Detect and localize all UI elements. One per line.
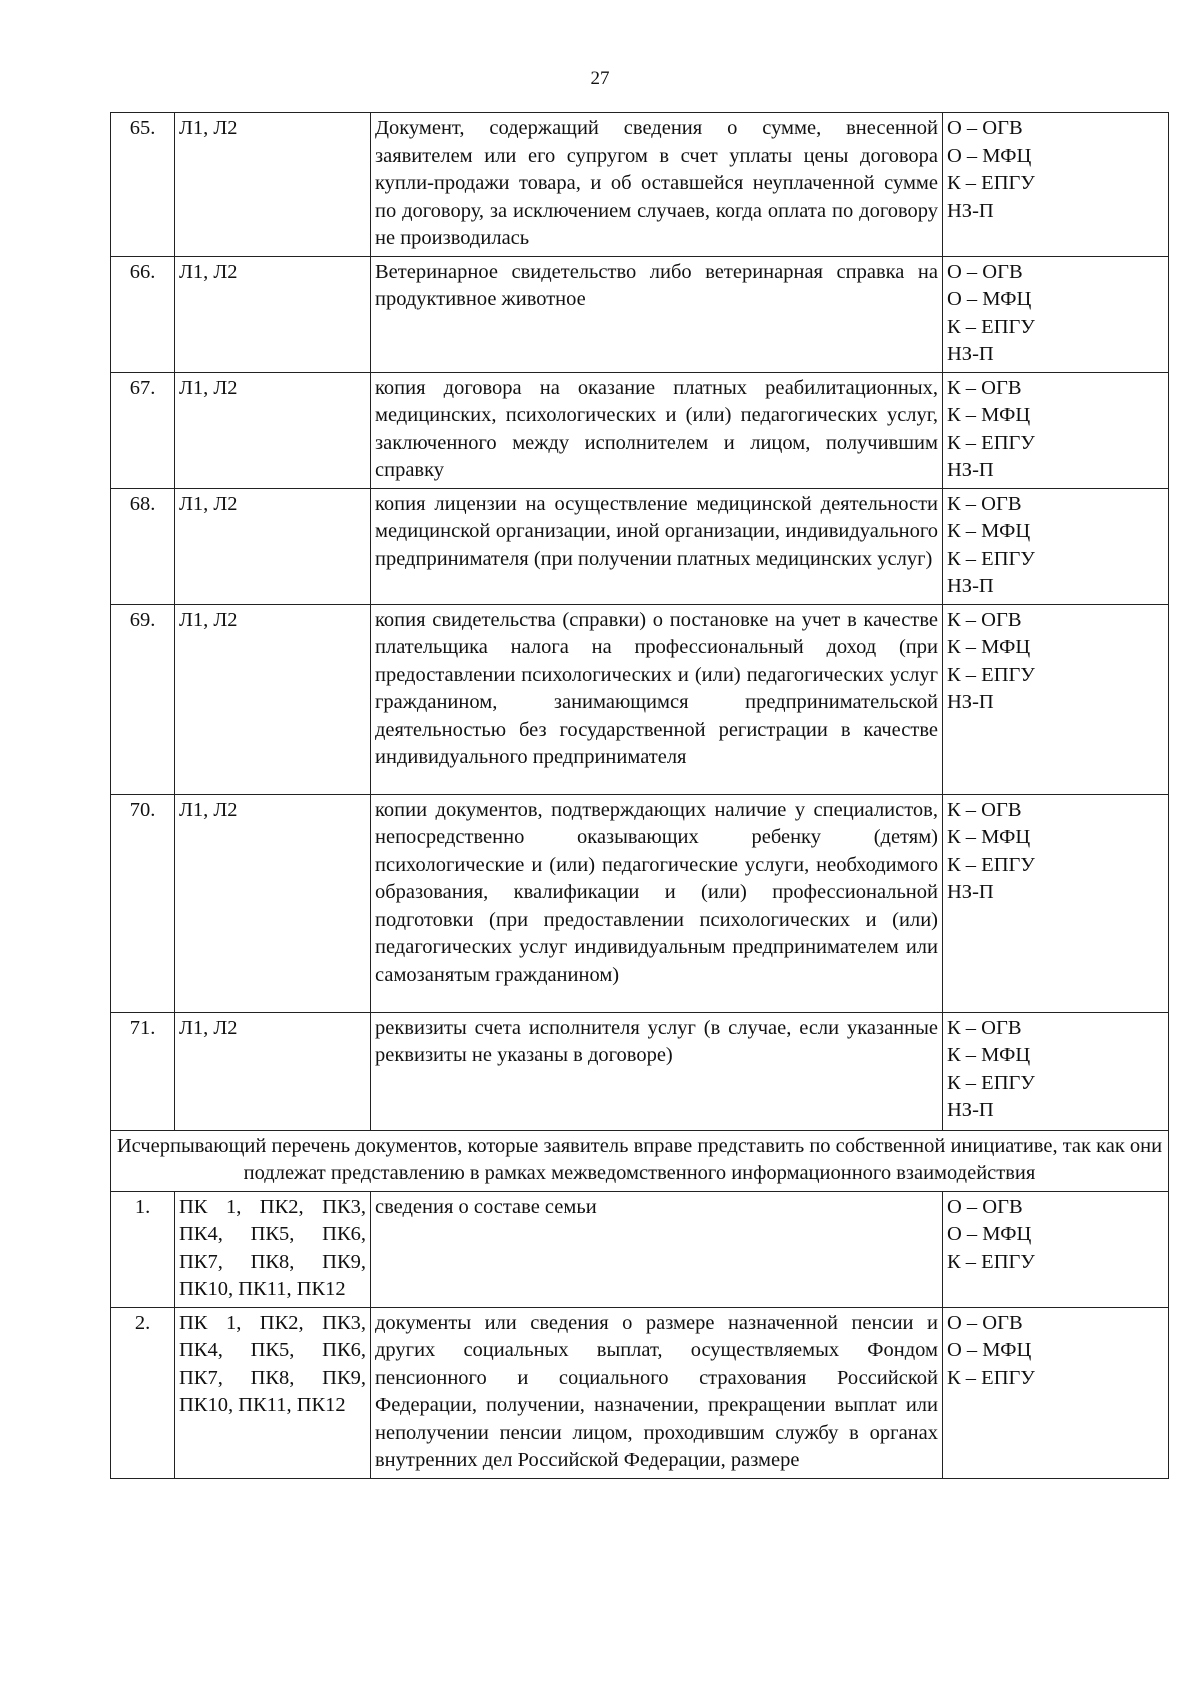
row-description: копия лицензии на осуществление медицинской деятельности медицинской организации, иной организации, индивидуального предпринимателя (при получении платных медицинских услуг) (371, 488, 943, 604)
submission-method: К – ОГВ (947, 1016, 1022, 1039)
submission-method: НЗ-П (947, 575, 994, 597)
submission-method: НЗ-П (947, 343, 994, 365)
section-heading-row (111, 1130, 1169, 1191)
row-basis: Л1, Л2 (175, 372, 371, 488)
submission-method: НЗ-П (947, 1099, 994, 1121)
row-description: реквизиты счета исполнителя услуг (в случае, если указанные реквизиты не указаны в договоре) (371, 1012, 943, 1130)
row-number: 67. (111, 372, 175, 488)
submission-methods (943, 1307, 1169, 1478)
row-basis: ПК 1, ПК2, ПК3, ПК4, ПК5, ПК6, ПК7, ПК8, ПК9, ПК10, ПК11, ПК12 (175, 1307, 371, 1478)
table-row (111, 1307, 1169, 1478)
submission-method: К – ЕПГУ (947, 1366, 1035, 1389)
submission-method: О – ОГВ (947, 117, 1023, 139)
submission-method: К – ЕПГУ (947, 431, 1035, 454)
row-basis: Л1, Л2 (175, 256, 371, 372)
submission-method: НЗ-П (947, 199, 994, 222)
submission-methods (943, 372, 1169, 488)
submission-method: О – ОГВ (947, 260, 1023, 283)
table-row (111, 372, 1169, 488)
row-basis: Л1, Л2 (175, 604, 371, 794)
table-row (111, 256, 1169, 372)
table-row (111, 1191, 1169, 1307)
submission-method: К – МФЦ (947, 404, 1031, 426)
submission-method: О – МФЦ (947, 288, 1032, 310)
row-number: 1. (111, 1191, 175, 1307)
submission-method: К – МФЦ (947, 826, 1031, 848)
documents-table-body (111, 113, 1169, 1479)
row-number: 66. (111, 256, 175, 372)
submission-method: НЗ-П (947, 691, 994, 713)
table-row (111, 794, 1169, 1012)
submission-methods (943, 113, 1169, 257)
table-row (111, 488, 1169, 604)
submission-methods (943, 488, 1169, 604)
submission-methods (943, 1012, 1169, 1130)
submission-methods (943, 1191, 1169, 1307)
submission-method: К – ЕПГУ (947, 663, 1035, 686)
row-number: 68. (111, 488, 175, 604)
submission-method: О – МФЦ (947, 1223, 1032, 1245)
submission-method: О – ОГВ (947, 1311, 1023, 1334)
row-number: 69. (111, 604, 175, 794)
row-number: 70. (111, 794, 175, 1012)
submission-methods (943, 794, 1169, 1012)
submission-method: К – ЕПГУ (947, 315, 1035, 338)
submission-method: НЗ-П (947, 881, 994, 903)
row-description: копия договора на оказание платных реабилитационных, медицинских, психологических и (или) педагогических услуг, заключенного между исполнителем и лицом, получившим справку (371, 372, 943, 488)
submission-method: К – МФЦ (947, 1044, 1031, 1066)
row-description: сведения о составе семьи (371, 1191, 943, 1307)
table-row (111, 113, 1169, 257)
submission-method: К – ЕПГУ (947, 1071, 1035, 1094)
submission-methods (943, 604, 1169, 794)
row-basis: Л1, Л2 (175, 113, 371, 257)
submission-method: О – МФЦ (947, 1339, 1032, 1361)
submission-method: К – МФЦ (947, 636, 1031, 658)
table-row (111, 1012, 1169, 1130)
row-number: 2. (111, 1307, 175, 1478)
row-description: копия свидетельства (справки) о постановке на учет в качестве плательщика налога на профессиональный доход (при предоставлении психологических и (или) педагогических услуг гражданином, занимающимся предпринимательской деятельностью без государственной регистрации в качестве индивидуального предпринимателя (371, 604, 943, 794)
section-heading: Исчерпывающий перечень документов, которые заявитель вправе представить по собственной инициативе, так как они подлежат представлению в рамках межведомственного информационного взаимодействия (111, 1130, 1169, 1191)
submission-method: К – ЕПГУ (947, 1250, 1035, 1273)
row-basis: Л1, Л2 (175, 1012, 371, 1130)
row-description: копии документов, подтверждающих наличие у специалистов, непосредственно оказывающих ребенку (детям) психологические и (или) педагогические услуги, необходимого образования, квалификации и (или) профессиональной подготовки (при предоставлении психологических и (или) педагогических услуг индивидуальным предпринимателем или самозанятым гражданином) (371, 794, 943, 1012)
documents-table (110, 112, 1169, 1479)
submission-method: НЗ-П (947, 459, 994, 481)
table-row (111, 604, 1169, 794)
submission-method: К – ОГВ (947, 608, 1022, 631)
row-basis: Л1, Л2 (175, 488, 371, 604)
row-basis: Л1, Л2 (175, 794, 371, 1012)
page-number: 27 (590, 68, 610, 89)
submission-method: О – МФЦ (947, 144, 1032, 167)
row-number: 71. (111, 1012, 175, 1130)
submission-method: К – ОГВ (947, 798, 1022, 821)
row-description: Ветеринарное свидетельство либо ветеринарная справка на продуктивное животное (371, 256, 943, 372)
submission-method: К – ЕПГУ (947, 853, 1035, 876)
submission-method: К – ЕПГУ (947, 172, 1035, 194)
submission-method: К – ЕПГУ (947, 547, 1035, 570)
submission-method: К – ОГВ (947, 376, 1022, 399)
submission-method: К – МФЦ (947, 520, 1031, 542)
submission-method: К – ОГВ (947, 492, 1022, 515)
row-basis: ПК 1, ПК2, ПК3, ПК4, ПК5, ПК6, ПК7, ПК8, ПК9, ПК10, ПК11, ПК12 (175, 1191, 371, 1307)
row-number: 65. (111, 113, 175, 257)
submission-methods (943, 256, 1169, 372)
submission-method: О – ОГВ (947, 1195, 1023, 1218)
row-description: документы или сведения о размере назначенной пенсии и других социальных выплат, осуществляемых Фондом пенсионного и социального страхования Российской Федерации, получении, назначении, прекращении выплат или неполучении пенсии лицом, проходившим службу в органах внутренних дел Российской Федерации, размере (371, 1307, 943, 1478)
row-description: Документ, содержащий сведения о сумме, внесенной заявителем или его супругом в счет уплаты цены договора купли-продажи товара, и об оставшейся неуплаченной сумме по договору, за исключением случаев, когда оплата по договору не производилась (371, 113, 943, 257)
